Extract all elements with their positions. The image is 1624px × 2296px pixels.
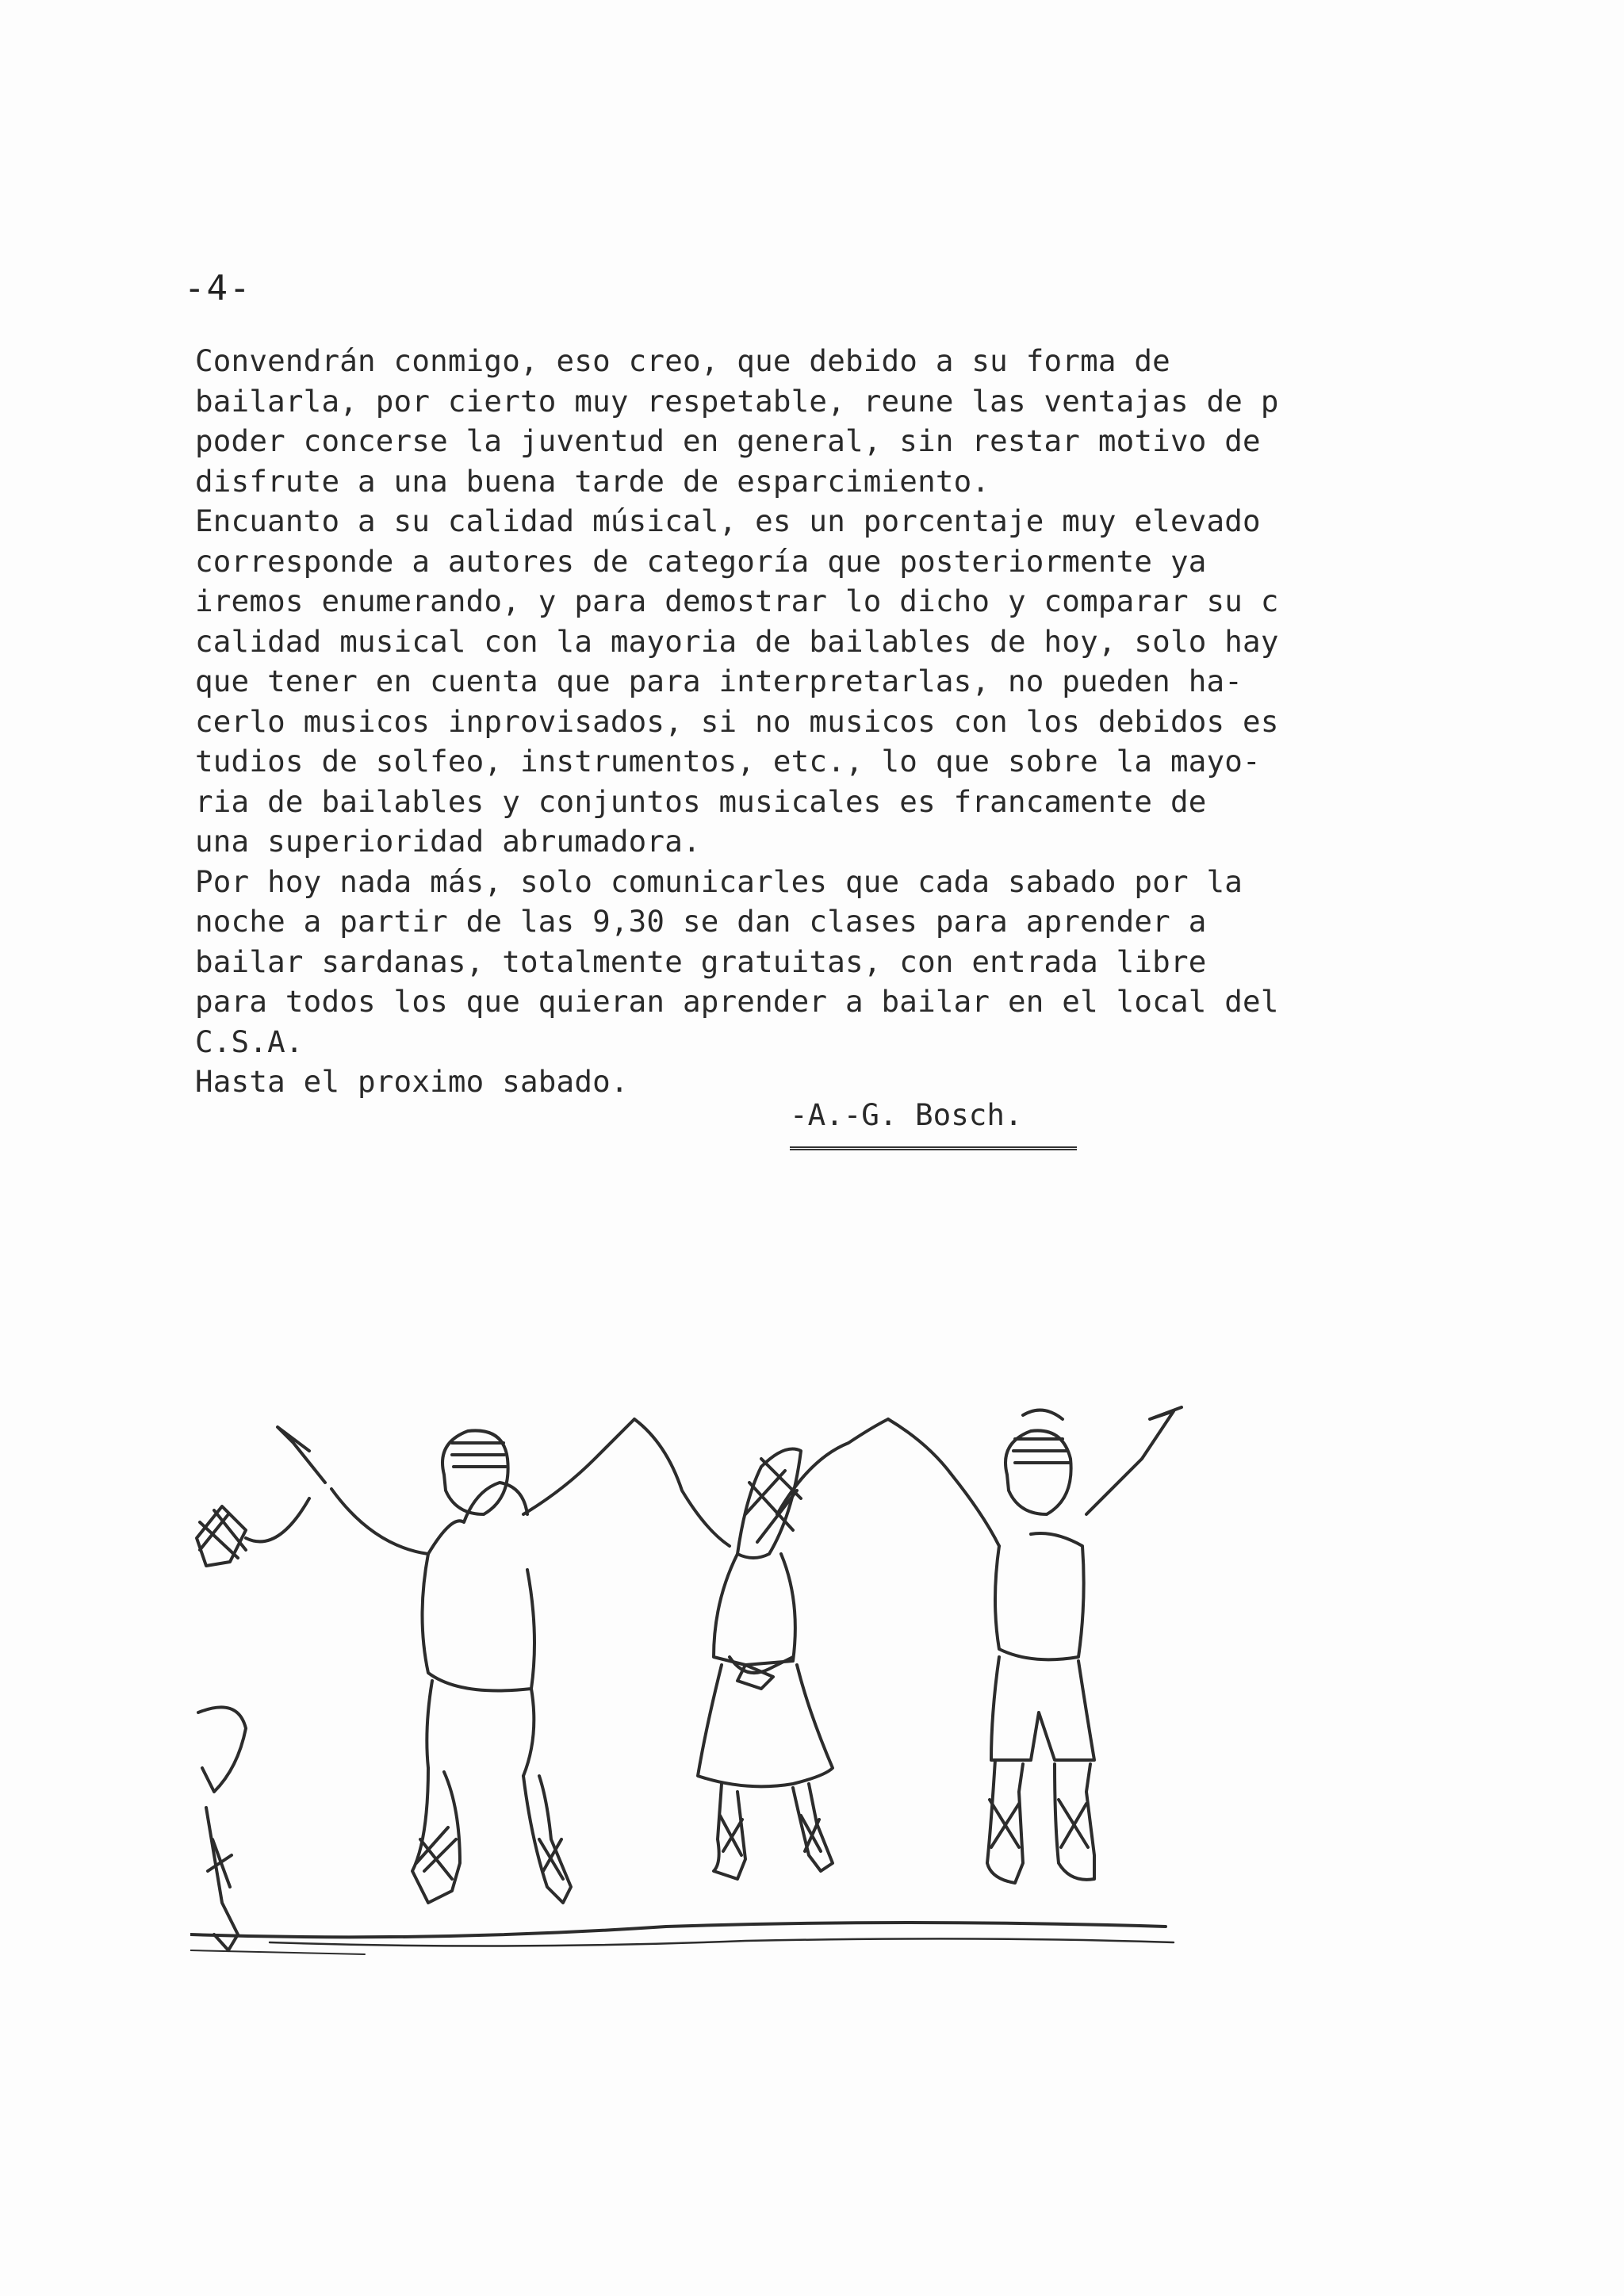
text-line: C.S.A. <box>195 1024 304 1059</box>
dancer-1 <box>278 1419 634 1903</box>
text-line: iremos enumerando, y para demostrar lo dicho y comparar su c <box>195 584 1279 618</box>
article-body <box>195 341 1432 1102</box>
text-line: ria de bailables y conjuntos musicales es francamente de <box>195 783 1207 819</box>
text-line: bailar sardanas, totalmente gratuitas, con entrada libre <box>195 943 1207 979</box>
dancer-2 <box>634 1419 888 1879</box>
partial-dancer-left <box>197 1498 309 1950</box>
text-line: Hasta el proximo sabado. <box>195 1064 629 1099</box>
text-line: tudios de solfeo, instrumentos, etc., lo que sobre la mayo- <box>195 744 1261 779</box>
text-line: que tener en cuenta que para interpretarlas, no pueden ha- <box>195 664 1243 698</box>
author-signature: -A.-G. Bosch. <box>790 1097 1023 1132</box>
text-line: disfrute a una buena tarde de esparcimiento. <box>195 463 990 499</box>
text-line: calidad musical con la mayoria de bailables de hoy, solo hay <box>195 623 1279 659</box>
sardana-dancers-illustration <box>190 1395 1443 1998</box>
text-line: Encuanto a su calidad músical, es un porcentaje muy elevado <box>195 503 1261 538</box>
text-line: poder concerse la juventud en general, sin restar motivo de <box>195 423 1261 458</box>
text-line: para todos los que quieran aprender a bailar en el local del <box>195 984 1279 1019</box>
text-line: Por hoy nada más, solo comunicarles que cada sabado por la <box>195 863 1243 899</box>
dancer-3 <box>888 1407 1182 1883</box>
dancers-drawing <box>190 1395 1443 1998</box>
text-line: corresponde a autores de categoría que posteriormente ya <box>195 543 1207 579</box>
signature-underline <box>790 1146 1077 1150</box>
page-number: -4- <box>184 268 252 308</box>
text-line: Convendrán conmigo, eso creo, que debido a su forma de <box>195 343 1170 378</box>
text-line: cerlo musicos inprovisados, si no musicos con los debidos es <box>195 703 1279 739</box>
ground-line <box>190 1923 1174 1954</box>
text-line: bailarla, por cierto muy respetable, reune las ventajas de p <box>195 383 1279 419</box>
text-line: una superioridad abrumadora. <box>195 824 701 859</box>
text-line: noche a partir de las 9,30 se dan clases para aprender a <box>195 904 1207 939</box>
